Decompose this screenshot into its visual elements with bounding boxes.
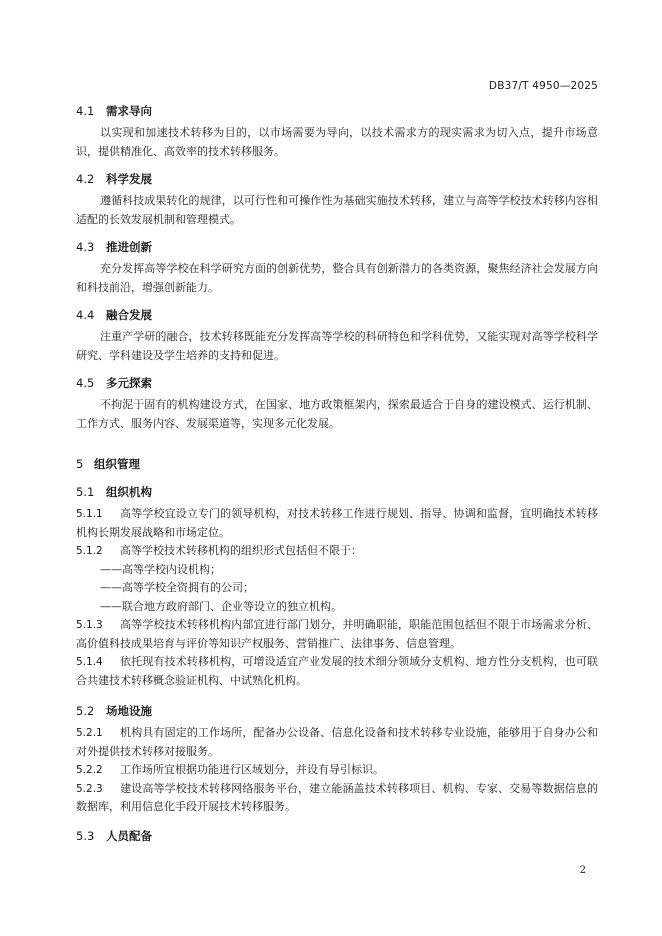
section-heading-4-3: 4.3 推进创新 xyxy=(76,240,152,254)
clause-5-1-1: 5.1.1 高等学校宜设立专门的领导机构，对技术转移工作进行规划、指导、协调和监督，宜明确技术转移机构长期发展战略和市场定位。 xyxy=(76,507,598,539)
paragraph: 不拘泥于固有的机构建设方式，在国家、地方政策框架内，探索最适合于自身的建设模式、运行机制、工作方式、服务内容、发展渠道等，实现多元化发展。 xyxy=(76,398,598,430)
clause-5-1-3: 5.1.3 高等学校技术转移机构内部宜进行部门划分，并明确职能，职能范围包括但不限于市场需求分析、高价值科技成果培育与评价等知识产权服务、营销推广、法律事务、信息管理。 xyxy=(76,618,598,650)
paragraph: 以实现和加速技术转移为目的，以市场需要为导向，以技术需求方的现实需求为切入点，提升市场意识，提供精准化、高效率的技术转移服务。 xyxy=(76,126,598,158)
document-body xyxy=(76,96,598,849)
list-item: ——高等学校全资拥有的公司； xyxy=(100,581,254,594)
paragraph: 遵循科技成果转化的规律，以可行性和可操作性为基础实施技术转移，建立与高等学校技术转移内容相适配的长效发展机制和管理模式。 xyxy=(76,194,598,226)
list-item: ——联合地方政府部门、企业等设立的独立机构。 xyxy=(100,599,342,613)
section-heading-5-1: 5.1 组织机构 xyxy=(76,485,152,499)
page-number: 2 xyxy=(579,865,586,876)
clause-5-2-3: 5.2.3 建设高等学校技术转移网络服务平台，建立能涵盖技术转移项目、机构、专家、交易等数据信息的数据库，利用信息化手段开展技术转移服务。 xyxy=(76,781,598,813)
clause-5-1-4: 5.1.4 依托现有技术转移机构，可增设适宜产业发展的技术细分领域分支机构、地方性分支机构，也可联合共建技术转移概念验证机构、中试熟化机构。 xyxy=(76,655,598,687)
section-heading-5-3: 5.3 人员配备 xyxy=(76,828,152,843)
section-heading-4-4: 4.4 融合发展 xyxy=(76,308,152,322)
chapter-heading-5: 5 组织管理 xyxy=(76,457,140,471)
paragraph: 注重产学研的融合，技术转移既能充分发挥高等学校的科研特色和学科优势，又能实现对高等学校科学研究、学科建设及学生培养的支持和促进。 xyxy=(76,330,598,362)
document-code: DB37/T 4950—2025 xyxy=(488,80,598,92)
list-item: ——高等学校内设机构； xyxy=(100,562,221,576)
section-heading-4-1: 4.1 需求导向 xyxy=(76,104,152,118)
clause-5-2-2: 5.2.2 工作场所宜根据功能进行区域划分，并设有导引标识。 xyxy=(76,763,384,776)
section-heading-4-5: 4.5 多元探索 xyxy=(76,376,152,390)
section-heading-4-2: 4.2 科学发展 xyxy=(76,172,152,186)
paragraph: 充分发挥高等学校在科学研究方面的创新优势，整合具有创新潜力的各类资源，聚焦经济社会发展方向和科技前沿，增强创新能力。 xyxy=(76,262,598,294)
clause-5-1-2: 5.1.2 高等学校技术转移机构的组织形式包括但不限于： xyxy=(76,544,362,557)
section-heading-5-2: 5.2 场地设施 xyxy=(76,704,152,718)
clause-5-2-1: 5.2.1 机构具有固定的工作场所，配备办公设备、信息化设备和技术转移专业设施，能够用于自身办公和对外提供技术转移对接服务。 xyxy=(76,726,598,758)
